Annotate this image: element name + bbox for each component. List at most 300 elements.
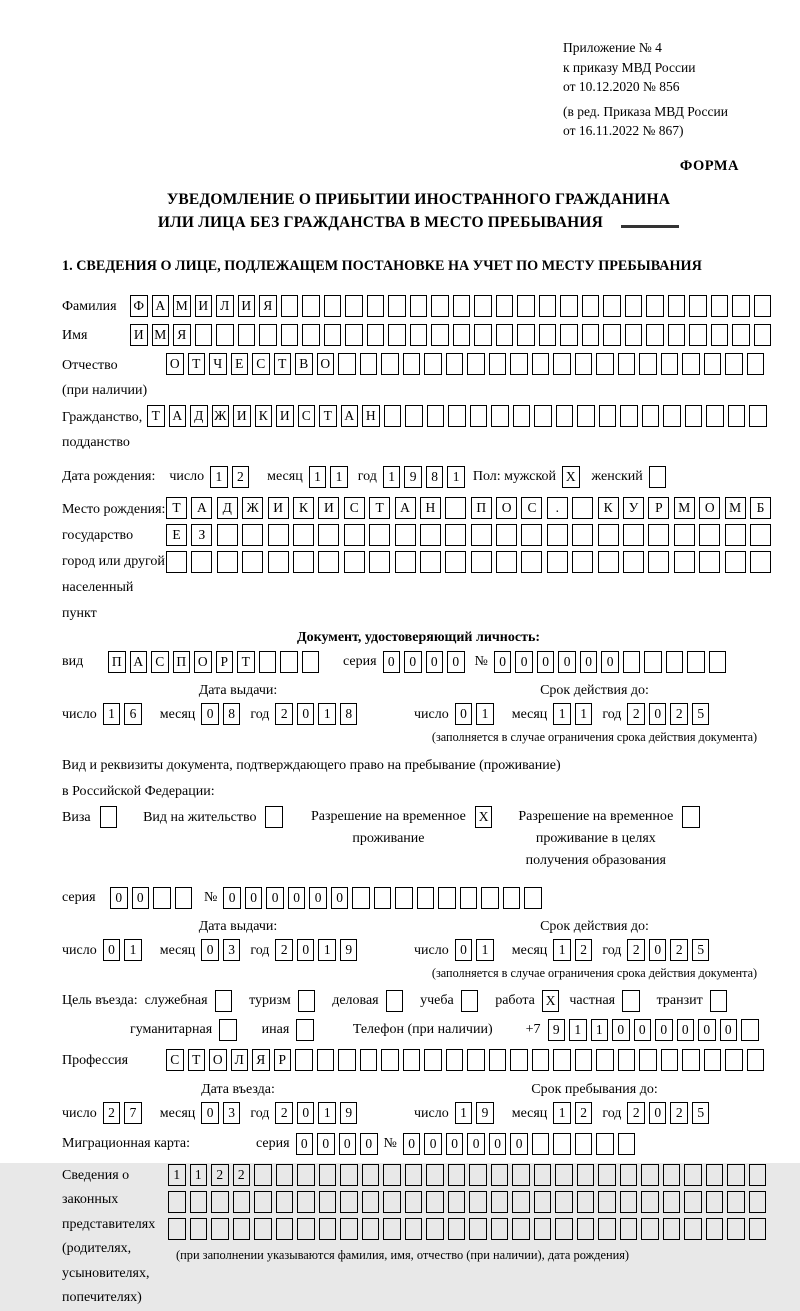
char-box[interactable]: [496, 295, 514, 317]
char-box[interactable]: [577, 1191, 595, 1213]
char-box[interactable]: [461, 990, 479, 1012]
residence-valid-month-boxes[interactable]: [553, 939, 596, 961]
char-box[interactable]: [599, 405, 617, 427]
char-box[interactable]: [276, 1164, 294, 1186]
char-box[interactable]: Л: [216, 295, 234, 317]
char-box[interactable]: 1: [569, 1019, 587, 1041]
char-box[interactable]: [639, 1049, 657, 1071]
char-box[interactable]: [577, 1218, 595, 1240]
char-box[interactable]: О: [496, 497, 517, 519]
char-box[interactable]: [280, 651, 298, 673]
char-box[interactable]: [575, 1049, 593, 1071]
char-box[interactable]: И: [238, 295, 256, 317]
char-box[interactable]: 1: [476, 703, 494, 725]
birth-place-row2-boxes[interactable]: [166, 524, 775, 546]
char-box[interactable]: [424, 353, 442, 375]
char-box[interactable]: 0: [245, 887, 263, 909]
char-box[interactable]: [598, 551, 619, 573]
char-box[interactable]: 0: [297, 703, 315, 725]
char-box[interactable]: [175, 887, 193, 909]
char-box[interactable]: [445, 524, 466, 546]
char-box[interactable]: [741, 1019, 759, 1041]
char-box[interactable]: [603, 324, 621, 346]
char-box[interactable]: [663, 405, 681, 427]
char-box[interactable]: А: [191, 497, 212, 519]
char-box[interactable]: [684, 1218, 702, 1240]
char-box[interactable]: [338, 353, 356, 375]
char-box[interactable]: [503, 887, 521, 909]
char-box[interactable]: [395, 551, 416, 573]
char-box[interactable]: 0: [537, 651, 555, 673]
char-box[interactable]: Р: [216, 651, 234, 673]
migration-number-boxes[interactable]: [403, 1133, 640, 1155]
char-box[interactable]: 0: [649, 939, 667, 961]
char-box[interactable]: [471, 524, 492, 546]
char-box[interactable]: [281, 324, 299, 346]
char-box[interactable]: [259, 324, 277, 346]
representatives-row3-boxes[interactable]: [168, 1218, 770, 1240]
char-box[interactable]: С: [252, 353, 270, 375]
char-box[interactable]: [395, 524, 416, 546]
char-box[interactable]: [532, 353, 550, 375]
char-box[interactable]: [749, 1218, 767, 1240]
char-box[interactable]: Т: [188, 1049, 206, 1071]
char-box[interactable]: А: [130, 651, 148, 673]
char-box[interactable]: [553, 353, 571, 375]
char-box[interactable]: [276, 1218, 294, 1240]
char-box[interactable]: 2: [627, 1102, 645, 1124]
surname-input-boxes[interactable]: [130, 295, 775, 317]
char-box[interactable]: [460, 887, 478, 909]
char-box[interactable]: [238, 324, 256, 346]
char-box[interactable]: [727, 1164, 745, 1186]
char-box[interactable]: 2: [275, 703, 293, 725]
char-box[interactable]: [704, 353, 722, 375]
char-box[interactable]: [446, 1049, 464, 1071]
residence-number-boxes[interactable]: [223, 887, 546, 909]
char-box[interactable]: [445, 551, 466, 573]
char-box[interactable]: [166, 551, 187, 573]
char-box[interactable]: 0: [360, 1133, 378, 1155]
residence-issue-year-boxes[interactable]: [275, 939, 361, 961]
char-box[interactable]: [689, 295, 707, 317]
char-box[interactable]: 0: [201, 939, 219, 961]
stay-year-boxes[interactable]: [627, 1102, 713, 1124]
purpose-private-checkbox[interactable]: [622, 990, 644, 1012]
char-box[interactable]: М: [725, 497, 746, 519]
char-box[interactable]: [481, 887, 499, 909]
char-box[interactable]: 5: [692, 1102, 710, 1124]
char-box[interactable]: 0: [489, 1133, 507, 1155]
char-box[interactable]: [367, 324, 385, 346]
char-box[interactable]: [496, 551, 517, 573]
char-box[interactable]: [725, 524, 746, 546]
char-box[interactable]: [362, 1191, 380, 1213]
char-box[interactable]: Б: [750, 497, 771, 519]
char-box[interactable]: [383, 1191, 401, 1213]
char-box[interactable]: [572, 551, 593, 573]
entry-year-boxes[interactable]: [275, 1102, 361, 1124]
char-box[interactable]: [474, 324, 492, 346]
char-box[interactable]: [572, 524, 593, 546]
char-box[interactable]: 1: [447, 466, 465, 488]
char-box[interactable]: 5: [692, 939, 710, 961]
char-box[interactable]: [420, 524, 441, 546]
char-box[interactable]: [254, 1218, 272, 1240]
char-box[interactable]: [547, 551, 568, 573]
char-box[interactable]: [153, 887, 171, 909]
char-box[interactable]: [646, 324, 664, 346]
char-box[interactable]: [344, 524, 365, 546]
char-box[interactable]: [489, 353, 507, 375]
char-box[interactable]: [369, 524, 390, 546]
char-box[interactable]: Д: [217, 497, 238, 519]
char-box[interactable]: [648, 551, 669, 573]
char-box[interactable]: X: [475, 806, 493, 828]
char-box[interactable]: И: [195, 295, 213, 317]
char-box[interactable]: [242, 551, 263, 573]
char-box[interactable]: [596, 353, 614, 375]
char-box[interactable]: [725, 353, 743, 375]
purpose-tourism-checkbox[interactable]: [298, 990, 320, 1012]
char-box[interactable]: X: [542, 990, 560, 1012]
char-box[interactable]: [233, 1218, 251, 1240]
char-box[interactable]: [293, 551, 314, 573]
char-box[interactable]: Т: [147, 405, 165, 427]
char-box[interactable]: Ч: [209, 353, 227, 375]
doc-issue-day-boxes[interactable]: [103, 703, 146, 725]
char-box[interactable]: [386, 990, 404, 1012]
char-box[interactable]: [453, 324, 471, 346]
char-box[interactable]: [618, 1049, 636, 1071]
char-box[interactable]: [448, 1191, 466, 1213]
char-box[interactable]: [168, 1191, 186, 1213]
char-box[interactable]: [649, 466, 667, 488]
char-box[interactable]: О: [194, 651, 212, 673]
char-box[interactable]: [747, 1049, 765, 1071]
char-box[interactable]: [317, 1049, 335, 1071]
char-box[interactable]: 0: [201, 703, 219, 725]
char-box[interactable]: [395, 887, 413, 909]
char-box[interactable]: [532, 1133, 550, 1155]
char-box[interactable]: 1: [575, 703, 593, 725]
char-box[interactable]: [426, 1191, 444, 1213]
char-box[interactable]: 2: [670, 1102, 688, 1124]
char-box[interactable]: [438, 887, 456, 909]
char-box[interactable]: [684, 1191, 702, 1213]
char-box[interactable]: 0: [426, 651, 444, 673]
char-box[interactable]: [639, 353, 657, 375]
char-box[interactable]: [513, 405, 531, 427]
char-box[interactable]: 0: [677, 1019, 695, 1041]
char-box[interactable]: У: [623, 497, 644, 519]
char-box[interactable]: [620, 1191, 638, 1213]
char-box[interactable]: [297, 1164, 315, 1186]
entry-day-boxes[interactable]: [103, 1102, 146, 1124]
purpose-humanitarian-checkbox[interactable]: [219, 1019, 241, 1041]
char-box[interactable]: [259, 651, 277, 673]
char-box[interactable]: [575, 353, 593, 375]
birth-year-boxes[interactable]: [383, 466, 469, 488]
char-box[interactable]: [340, 1164, 358, 1186]
char-box[interactable]: [281, 295, 299, 317]
char-box[interactable]: 0: [339, 1133, 357, 1155]
char-box[interactable]: 1: [553, 1102, 571, 1124]
residence-valid-day-boxes[interactable]: [455, 939, 498, 961]
char-box[interactable]: Ж: [212, 405, 230, 427]
residence-series-boxes[interactable]: [110, 887, 196, 909]
char-box[interactable]: 0: [655, 1019, 673, 1041]
char-box[interactable]: [623, 551, 644, 573]
char-box[interactable]: [405, 405, 423, 427]
char-box[interactable]: 8: [426, 466, 444, 488]
char-box[interactable]: [685, 405, 703, 427]
phone-number-boxes[interactable]: [548, 1019, 763, 1041]
char-box[interactable]: [168, 1218, 186, 1240]
char-box[interactable]: 0: [455, 703, 473, 725]
doc-issue-year-boxes[interactable]: [275, 703, 361, 725]
char-box[interactable]: [596, 1049, 614, 1071]
char-box[interactable]: 0: [110, 887, 128, 909]
char-box[interactable]: [687, 651, 705, 673]
char-box[interactable]: 0: [309, 887, 327, 909]
char-box[interactable]: [750, 551, 771, 573]
char-box[interactable]: 1: [383, 466, 401, 488]
char-box[interactable]: 2: [232, 466, 250, 488]
char-box[interactable]: 3: [223, 939, 241, 961]
char-box[interactable]: [699, 551, 720, 573]
char-box[interactable]: X: [562, 466, 580, 488]
char-box[interactable]: [426, 1218, 444, 1240]
char-box[interactable]: [555, 1218, 573, 1240]
char-box[interactable]: [620, 1218, 638, 1240]
char-box[interactable]: 0: [201, 1102, 219, 1124]
char-box[interactable]: [410, 324, 428, 346]
char-box[interactable]: 9: [404, 466, 422, 488]
char-box[interactable]: 2: [275, 1102, 293, 1124]
char-box[interactable]: [362, 1164, 380, 1186]
char-box[interactable]: [431, 295, 449, 317]
char-box[interactable]: [431, 324, 449, 346]
char-box[interactable]: А: [169, 405, 187, 427]
char-box[interactable]: [706, 1164, 724, 1186]
residence-permit-checkbox[interactable]: [265, 806, 287, 828]
char-box[interactable]: [622, 990, 640, 1012]
char-box[interactable]: 2: [103, 1102, 121, 1124]
birth-place-row1-boxes[interactable]: [166, 497, 775, 519]
birth-month-boxes[interactable]: [309, 466, 352, 488]
char-box[interactable]: [666, 651, 684, 673]
char-box[interactable]: [340, 1191, 358, 1213]
char-box[interactable]: [374, 887, 392, 909]
char-box[interactable]: 0: [649, 1102, 667, 1124]
char-box[interactable]: [512, 1191, 530, 1213]
char-box[interactable]: [424, 1049, 442, 1071]
char-box[interactable]: И: [130, 324, 148, 346]
char-box[interactable]: [682, 806, 700, 828]
doc-number-boxes[interactable]: [494, 651, 731, 673]
char-box[interactable]: [453, 295, 471, 317]
char-box[interactable]: [646, 295, 664, 317]
char-box[interactable]: Д: [190, 405, 208, 427]
char-box[interactable]: 5: [692, 703, 710, 725]
char-box[interactable]: [302, 324, 320, 346]
char-box[interactable]: 1: [318, 1102, 336, 1124]
char-box[interactable]: [555, 1191, 573, 1213]
char-box[interactable]: [749, 405, 767, 427]
char-box[interactable]: 9: [340, 939, 358, 961]
patronymic-input-boxes[interactable]: [166, 353, 768, 375]
char-box[interactable]: [219, 1019, 237, 1041]
doc-valid-day-boxes[interactable]: [455, 703, 498, 725]
char-box[interactable]: [582, 324, 600, 346]
sex-male-checkbox[interactable]: [562, 466, 584, 488]
char-box[interactable]: 0: [103, 939, 121, 961]
char-box[interactable]: 0: [720, 1019, 738, 1041]
char-box[interactable]: Т: [369, 497, 390, 519]
char-box[interactable]: [623, 651, 641, 673]
char-box[interactable]: [360, 1049, 378, 1071]
birth-day-boxes[interactable]: [210, 466, 253, 488]
visa-checkbox[interactable]: [100, 806, 122, 828]
char-box[interactable]: [410, 295, 428, 317]
representatives-row1-boxes[interactable]: [168, 1164, 770, 1186]
char-box[interactable]: [318, 551, 339, 573]
char-box[interactable]: [491, 1218, 509, 1240]
char-box[interactable]: А: [341, 405, 359, 427]
purpose-study-checkbox[interactable]: [461, 990, 483, 1012]
char-box[interactable]: О: [166, 353, 184, 375]
char-box[interactable]: [668, 295, 686, 317]
char-box[interactable]: 0: [404, 651, 422, 673]
char-box[interactable]: 0: [446, 1133, 464, 1155]
char-box[interactable]: [577, 405, 595, 427]
char-box[interactable]: В: [295, 353, 313, 375]
char-box[interactable]: [521, 551, 542, 573]
char-box[interactable]: [217, 524, 238, 546]
edu-permit-checkbox[interactable]: [682, 806, 704, 828]
char-box[interactable]: [448, 405, 466, 427]
char-box[interactable]: [362, 1218, 380, 1240]
char-box[interactable]: 0: [223, 887, 241, 909]
char-box[interactable]: [388, 295, 406, 317]
char-box[interactable]: 9: [340, 1102, 358, 1124]
given-name-input-boxes[interactable]: [130, 324, 775, 346]
char-box[interactable]: [491, 1191, 509, 1213]
char-box[interactable]: [254, 1164, 272, 1186]
char-box[interactable]: [547, 524, 568, 546]
char-box[interactable]: С: [166, 1049, 184, 1071]
char-box[interactable]: 1: [103, 703, 121, 725]
char-box[interactable]: [689, 324, 707, 346]
residence-issue-day-boxes[interactable]: [103, 939, 146, 961]
char-box[interactable]: 1: [455, 1102, 473, 1124]
citizenship-input-boxes[interactable]: [147, 405, 771, 427]
char-box[interactable]: [367, 295, 385, 317]
char-box[interactable]: О: [209, 1049, 227, 1071]
residence-valid-year-boxes[interactable]: [627, 939, 713, 961]
char-box[interactable]: 0: [580, 651, 598, 673]
char-box[interactable]: С: [521, 497, 542, 519]
char-box[interactable]: О: [317, 353, 335, 375]
char-box[interactable]: [344, 551, 365, 573]
char-box[interactable]: [381, 1049, 399, 1071]
char-box[interactable]: [704, 1049, 722, 1071]
char-box[interactable]: [534, 1164, 552, 1186]
char-box[interactable]: [427, 405, 445, 427]
sex-female-checkbox[interactable]: [649, 466, 671, 488]
char-box[interactable]: П: [173, 651, 191, 673]
char-box[interactable]: Е: [231, 353, 249, 375]
char-box[interactable]: [319, 1164, 337, 1186]
char-box[interactable]: [556, 405, 574, 427]
char-box[interactable]: Т: [274, 353, 292, 375]
birth-place-row3-boxes[interactable]: [166, 551, 775, 573]
char-box[interactable]: О: [699, 497, 720, 519]
char-box[interactable]: [276, 1191, 294, 1213]
char-box[interactable]: [596, 1133, 614, 1155]
char-box[interactable]: [345, 295, 363, 317]
char-box[interactable]: [749, 1164, 767, 1186]
residence-issue-month-boxes[interactable]: [201, 939, 244, 961]
char-box[interactable]: [319, 1218, 337, 1240]
char-box[interactable]: [750, 524, 771, 546]
char-box[interactable]: [711, 295, 729, 317]
char-box[interactable]: [644, 651, 662, 673]
char-box[interactable]: [642, 405, 660, 427]
char-box[interactable]: [623, 524, 644, 546]
char-box[interactable]: К: [255, 405, 273, 427]
char-box[interactable]: К: [598, 497, 619, 519]
stay-month-boxes[interactable]: [553, 1102, 596, 1124]
char-box[interactable]: [381, 353, 399, 375]
char-box[interactable]: 1: [553, 703, 571, 725]
char-box[interactable]: 0: [317, 1133, 335, 1155]
char-box[interactable]: Р: [274, 1049, 292, 1071]
char-box[interactable]: И: [233, 405, 251, 427]
char-box[interactable]: [754, 295, 772, 317]
char-box[interactable]: [426, 1164, 444, 1186]
char-box[interactable]: [603, 295, 621, 317]
char-box[interactable]: [641, 1164, 659, 1186]
char-box[interactable]: [710, 990, 728, 1012]
char-box[interactable]: 0: [494, 651, 512, 673]
char-box[interactable]: 0: [297, 1102, 315, 1124]
char-box[interactable]: [100, 806, 118, 828]
char-box[interactable]: [403, 353, 421, 375]
char-box[interactable]: [469, 1218, 487, 1240]
char-box[interactable]: [216, 324, 234, 346]
char-box[interactable]: [384, 405, 402, 427]
char-box[interactable]: [242, 524, 263, 546]
char-box[interactable]: [190, 1191, 208, 1213]
char-box[interactable]: [539, 324, 557, 346]
migration-series-boxes[interactable]: [296, 1133, 382, 1155]
char-box[interactable]: [446, 353, 464, 375]
char-box[interactable]: [582, 295, 600, 317]
char-box[interactable]: [470, 405, 488, 427]
char-box[interactable]: [211, 1218, 229, 1240]
char-box[interactable]: С: [344, 497, 365, 519]
char-box[interactable]: 2: [275, 939, 293, 961]
char-box[interactable]: Т: [188, 353, 206, 375]
char-box[interactable]: 2: [627, 703, 645, 725]
char-box[interactable]: [577, 1164, 595, 1186]
char-box[interactable]: [215, 990, 233, 1012]
char-box[interactable]: 0: [515, 651, 533, 673]
char-box[interactable]: [747, 353, 765, 375]
char-box[interactable]: [448, 1164, 466, 1186]
